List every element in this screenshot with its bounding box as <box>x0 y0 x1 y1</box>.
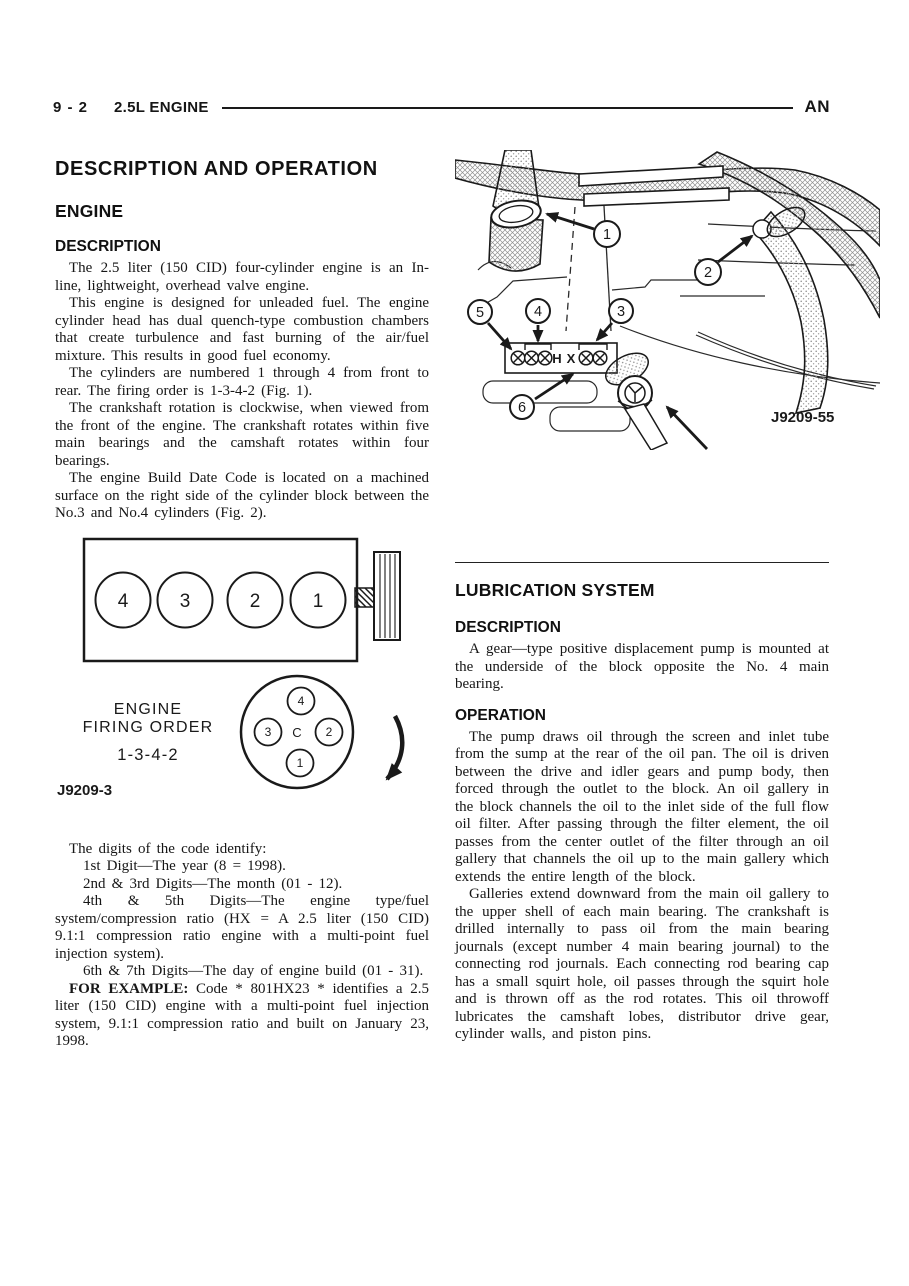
engine-block-top-view <box>84 539 400 661</box>
engine-description-heading: DESCRIPTION <box>55 238 161 255</box>
example-paragraph <box>55 981 429 1051</box>
section-title: 2.5L ENGINE <box>114 98 209 116</box>
engine-paragraph: The engine Build Date Code is located on a machined surface on the right side of the cylinder block between the No.3 and No.4 cylinders (Fig. 2). <box>55 470 429 521</box>
firing-order-figure <box>55 536 429 799</box>
engine-paragraph: This engine is designed for unleaded fuel. The engine cylinder head has dual quench-type combustion chambers that create turbulence and fast burning of the air/fuel mixture. This results in good fuel economy. <box>55 295 429 364</box>
page-header <box>53 96 830 118</box>
callout-number: 1 <box>602 227 612 243</box>
page-number: 9 - 2 <box>53 98 89 116</box>
engine-illustration <box>455 150 880 450</box>
header-rule <box>222 107 794 109</box>
example-text: Code * 801HX23 * identifies a 2.5 liter (150 CID) engine with a multi-point fuel injection system, 9.1:1 compression ratio and built on January 23, 1998. <box>55 980 429 1049</box>
callout-number: 3 <box>616 304 626 320</box>
distributor-center-label: C <box>292 724 302 740</box>
callout-number: 5 <box>475 305 485 321</box>
stamp-letter: H <box>552 351 562 366</box>
stamp-letter: X <box>566 351 576 366</box>
callout-number: 2 <box>703 265 713 281</box>
left-column <box>55 158 429 1051</box>
main-heading: DESCRIPTION AND OPERATION <box>55 158 378 180</box>
engine-paragraph: The 2.5 liter (150 CID) four-cylinder engine is an In-line, lightweight, overhead valve engine. <box>55 260 429 294</box>
lubrication-heading: LUBRICATION SYSTEM <box>455 580 655 600</box>
right-column <box>455 150 835 1044</box>
engine-paragraph: The crankshaft rotation is clockwise, when viewed from the front of the engine. The crankshaft rotates within five main bearings and the camshaft rotates within four bearings. <box>55 400 429 469</box>
engine-heading: ENGINE <box>55 201 124 221</box>
distributor-terminal: 1 <box>296 755 304 770</box>
example-label: FOR EXAMPLE: <box>69 980 189 997</box>
distributor-terminal: 3 <box>264 724 272 739</box>
build-date-code-stamp <box>505 343 617 373</box>
engine-paragraph: The cylinders are numbered 1 through 4 from front to rear. The firing order is 1-3-4-2 (Fig. 1). <box>55 365 429 399</box>
section-divider <box>455 562 829 563</box>
figure-id-label: J9209-3 <box>57 781 113 799</box>
code-item: 1st Digit—The year (8 = 1998). <box>83 858 286 874</box>
lubrication-description-heading: DESCRIPTION <box>455 619 561 636</box>
build-date-location-figure <box>455 150 835 450</box>
callout-number: 4 <box>533 304 543 320</box>
operation-heading: OPERATION <box>455 706 546 724</box>
cylinder-label: 1 <box>312 590 324 612</box>
build-date-code-section <box>55 841 429 1051</box>
cylinder-label: 2 <box>249 590 261 612</box>
callout-number: 6 <box>517 400 527 416</box>
operation-paragraph: The pump draws oil through the screen and inlet tube from the sump at the rear of the oil pan. The oil is driven between the drive and idler gears and pump body, then forced through the outlet to the block. An oil gallery in the block channels the oil to the inlet side of the full flow oil filter. After passing through the filter element, the oil passes from the center outlet of the filter through an oil gallery that channels the oil up to the main gallery which extends the entire length of the block. <box>455 728 829 885</box>
caption-line-2: FIRING ORDER <box>82 718 214 736</box>
cylinder-label: 4 <box>117 590 129 612</box>
code-intro: The digits of the code identify: <box>69 840 267 857</box>
firing-order-value: 1-3-4-2 <box>117 745 179 764</box>
cylinder-label: 3 <box>179 590 191 612</box>
figure-caption <box>83 701 214 764</box>
code-item: 4th & 5th Digits—The engine type/fuel system/compression ratio (HX = A 2.5 liter (150 CID) 9.1:1 compression ratio engine with a multi-point fuel injection system). <box>55 893 429 962</box>
distributor-terminal: 2 <box>325 724 333 739</box>
distributor-terminal: 4 <box>297 693 305 708</box>
code-item: 6th & 7th Digits—The day of engine build (01 - 31). <box>83 963 424 979</box>
code-item: 2nd & 3rd Digits—The month (01 - 12). <box>83 875 343 892</box>
figure-id-label: J9209-55 <box>771 409 835 426</box>
model-code: AN <box>804 97 830 116</box>
caption-line-1: ENGINE <box>113 700 183 718</box>
lubrication-description-paragraph: A gear—type positive displacement pump is mounted at the underside of the block opposite the No. 4 main bearing. <box>455 641 829 692</box>
operation-paragraph: Galleries extend downward from the main oil gallery to the upper shell of each main bearing. The crankshaft is drilled internally to pass oil from the main bearing journals (except number 4 main bearing journal) to the connecting rod journals. Each connecting rod bearing cap has a small squirt hole, oil passes through the squirt hole and is thrown off as the rod rotates. This oil throwoff lubricates the camshaft lobes, distributor drive gear, cylinder walls, and piston pins. <box>455 886 829 1042</box>
firing-order-diagram <box>55 536 429 799</box>
